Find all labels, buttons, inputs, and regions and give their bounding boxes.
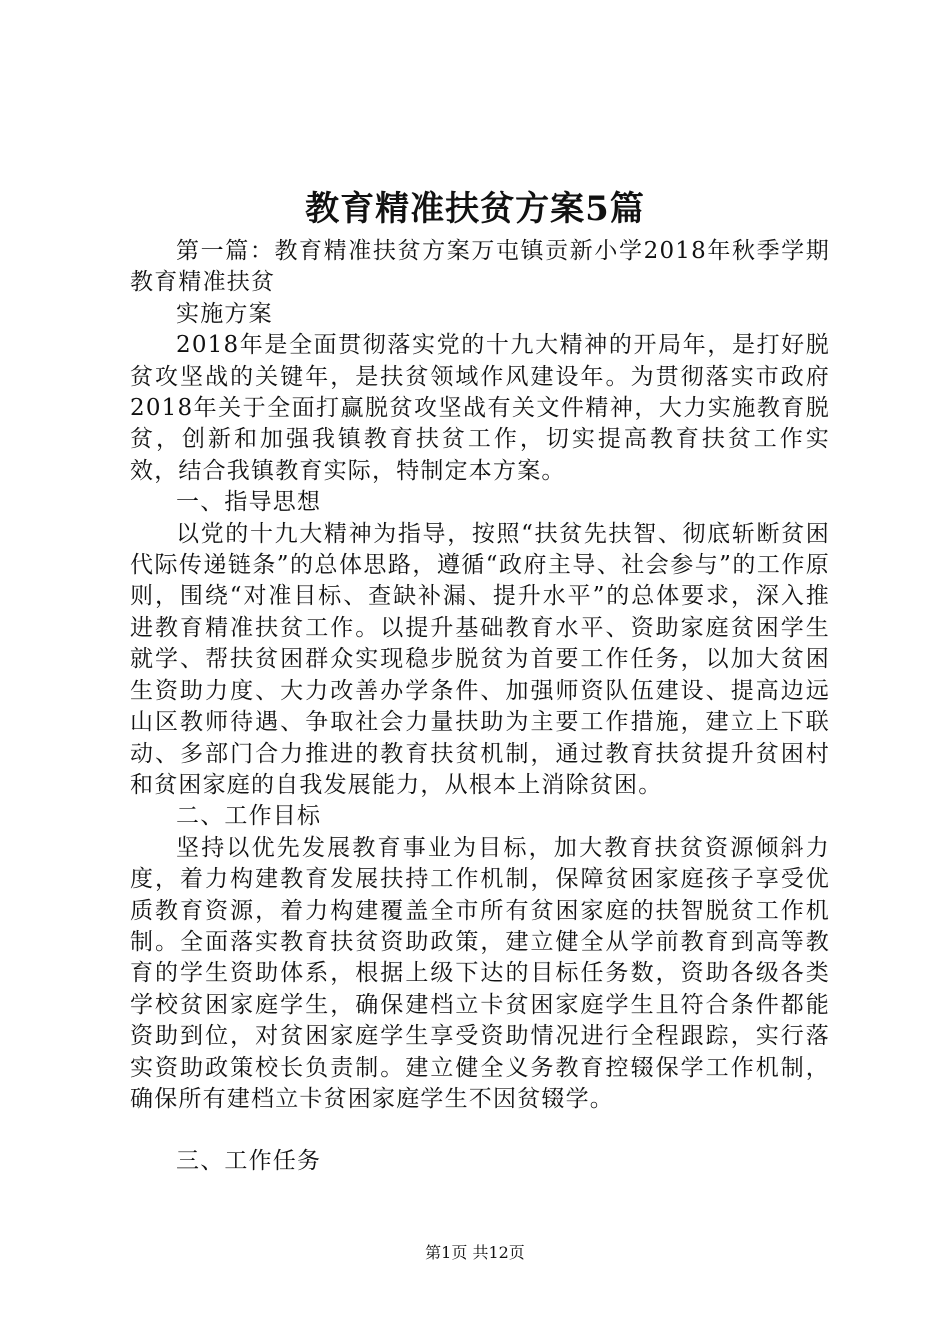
section-heading-guiding-ideology: 一、指导思想	[176, 489, 322, 516]
section-heading-work-goals: 二、工作目标	[176, 803, 322, 830]
section-heading-work-tasks: 三、工作任务	[176, 1148, 322, 1175]
paragraph-guiding-ideology: 以党的十九大精神为指导，按照“扶贫先扶智、彻底斩断贫困代际传递链条”的总体思路，遵循“政府主导、社会参与”的工作原则，围绕“对准目标、查缺补漏、提升水平”的总体要求，深入推进教育精准扶贫工作。以提升基础教育水平、资助家庭贫困学生就学、帮扶贫困群众实现稳步脱贫为首要工作任务，以加大贫困生资助力度、大力改善办学条件、加强师资队伍建设、提高边远山区教师待遇、争取社会力量扶助为主要工作措施，建立上下联动、多部门合力推进的教育扶贫机制，通过教育扶贫提升贫困村和贫困家庭的自我发展能力，从根本上消除贫困。	[130, 520, 830, 798]
paragraph-plan-label: 实施方案	[176, 300, 273, 327]
paragraph-work-goals: 坚持以优先发展教育事业为目标，加大教育扶贫资源倾斜力度，着力构建教育发展扶持工作机制，保障贫困家庭孩子享受优质教育资源，着力构建覆盖全市所有贫困家庭的扶智脱贫工作机制。全面落实教育扶贫资助政策，建立健全从学前教育到高等教育的学生资助体系，根据上级下达的目标任务数，资助各级各类学校贫困家庭学生，确保建档立卡贫困家庭学生且符合条件都能资助到位，对贫困家庭学生享受资助情况进行全程跟踪，实行落实资助政策校长负责制。建立健全义务教育控辍保学工作机制，确保所有建档立卡贫困家庭学生不因贫辍学。	[130, 834, 830, 1112]
document-title: 教育精准扶贫方案5篇	[305, 189, 645, 229]
paragraph-part-one-heading: 第一篇：教育精准扶贫方案万屯镇贡新小学2018年秋季学期教育精准扶贫	[130, 238, 830, 296]
document-body	[130, 236, 830, 1178]
paragraph-introduction: 2018年是全面贯彻落实党的十九大精神的开局年，是打好脱贫攻坚战的关键年，是扶贫领域作风建设年。为贯彻落实市政府2018年关于全面打赢脱贫攻坚战有关文件精神，大力实施教育脱贫，创新和加强我镇教育扶贫工作，切实提高教育扶贫工作实效，结合我镇教育实际，特制定本方案。	[130, 332, 830, 484]
page-footer: 第1页 共12页	[425, 1243, 525, 1262]
